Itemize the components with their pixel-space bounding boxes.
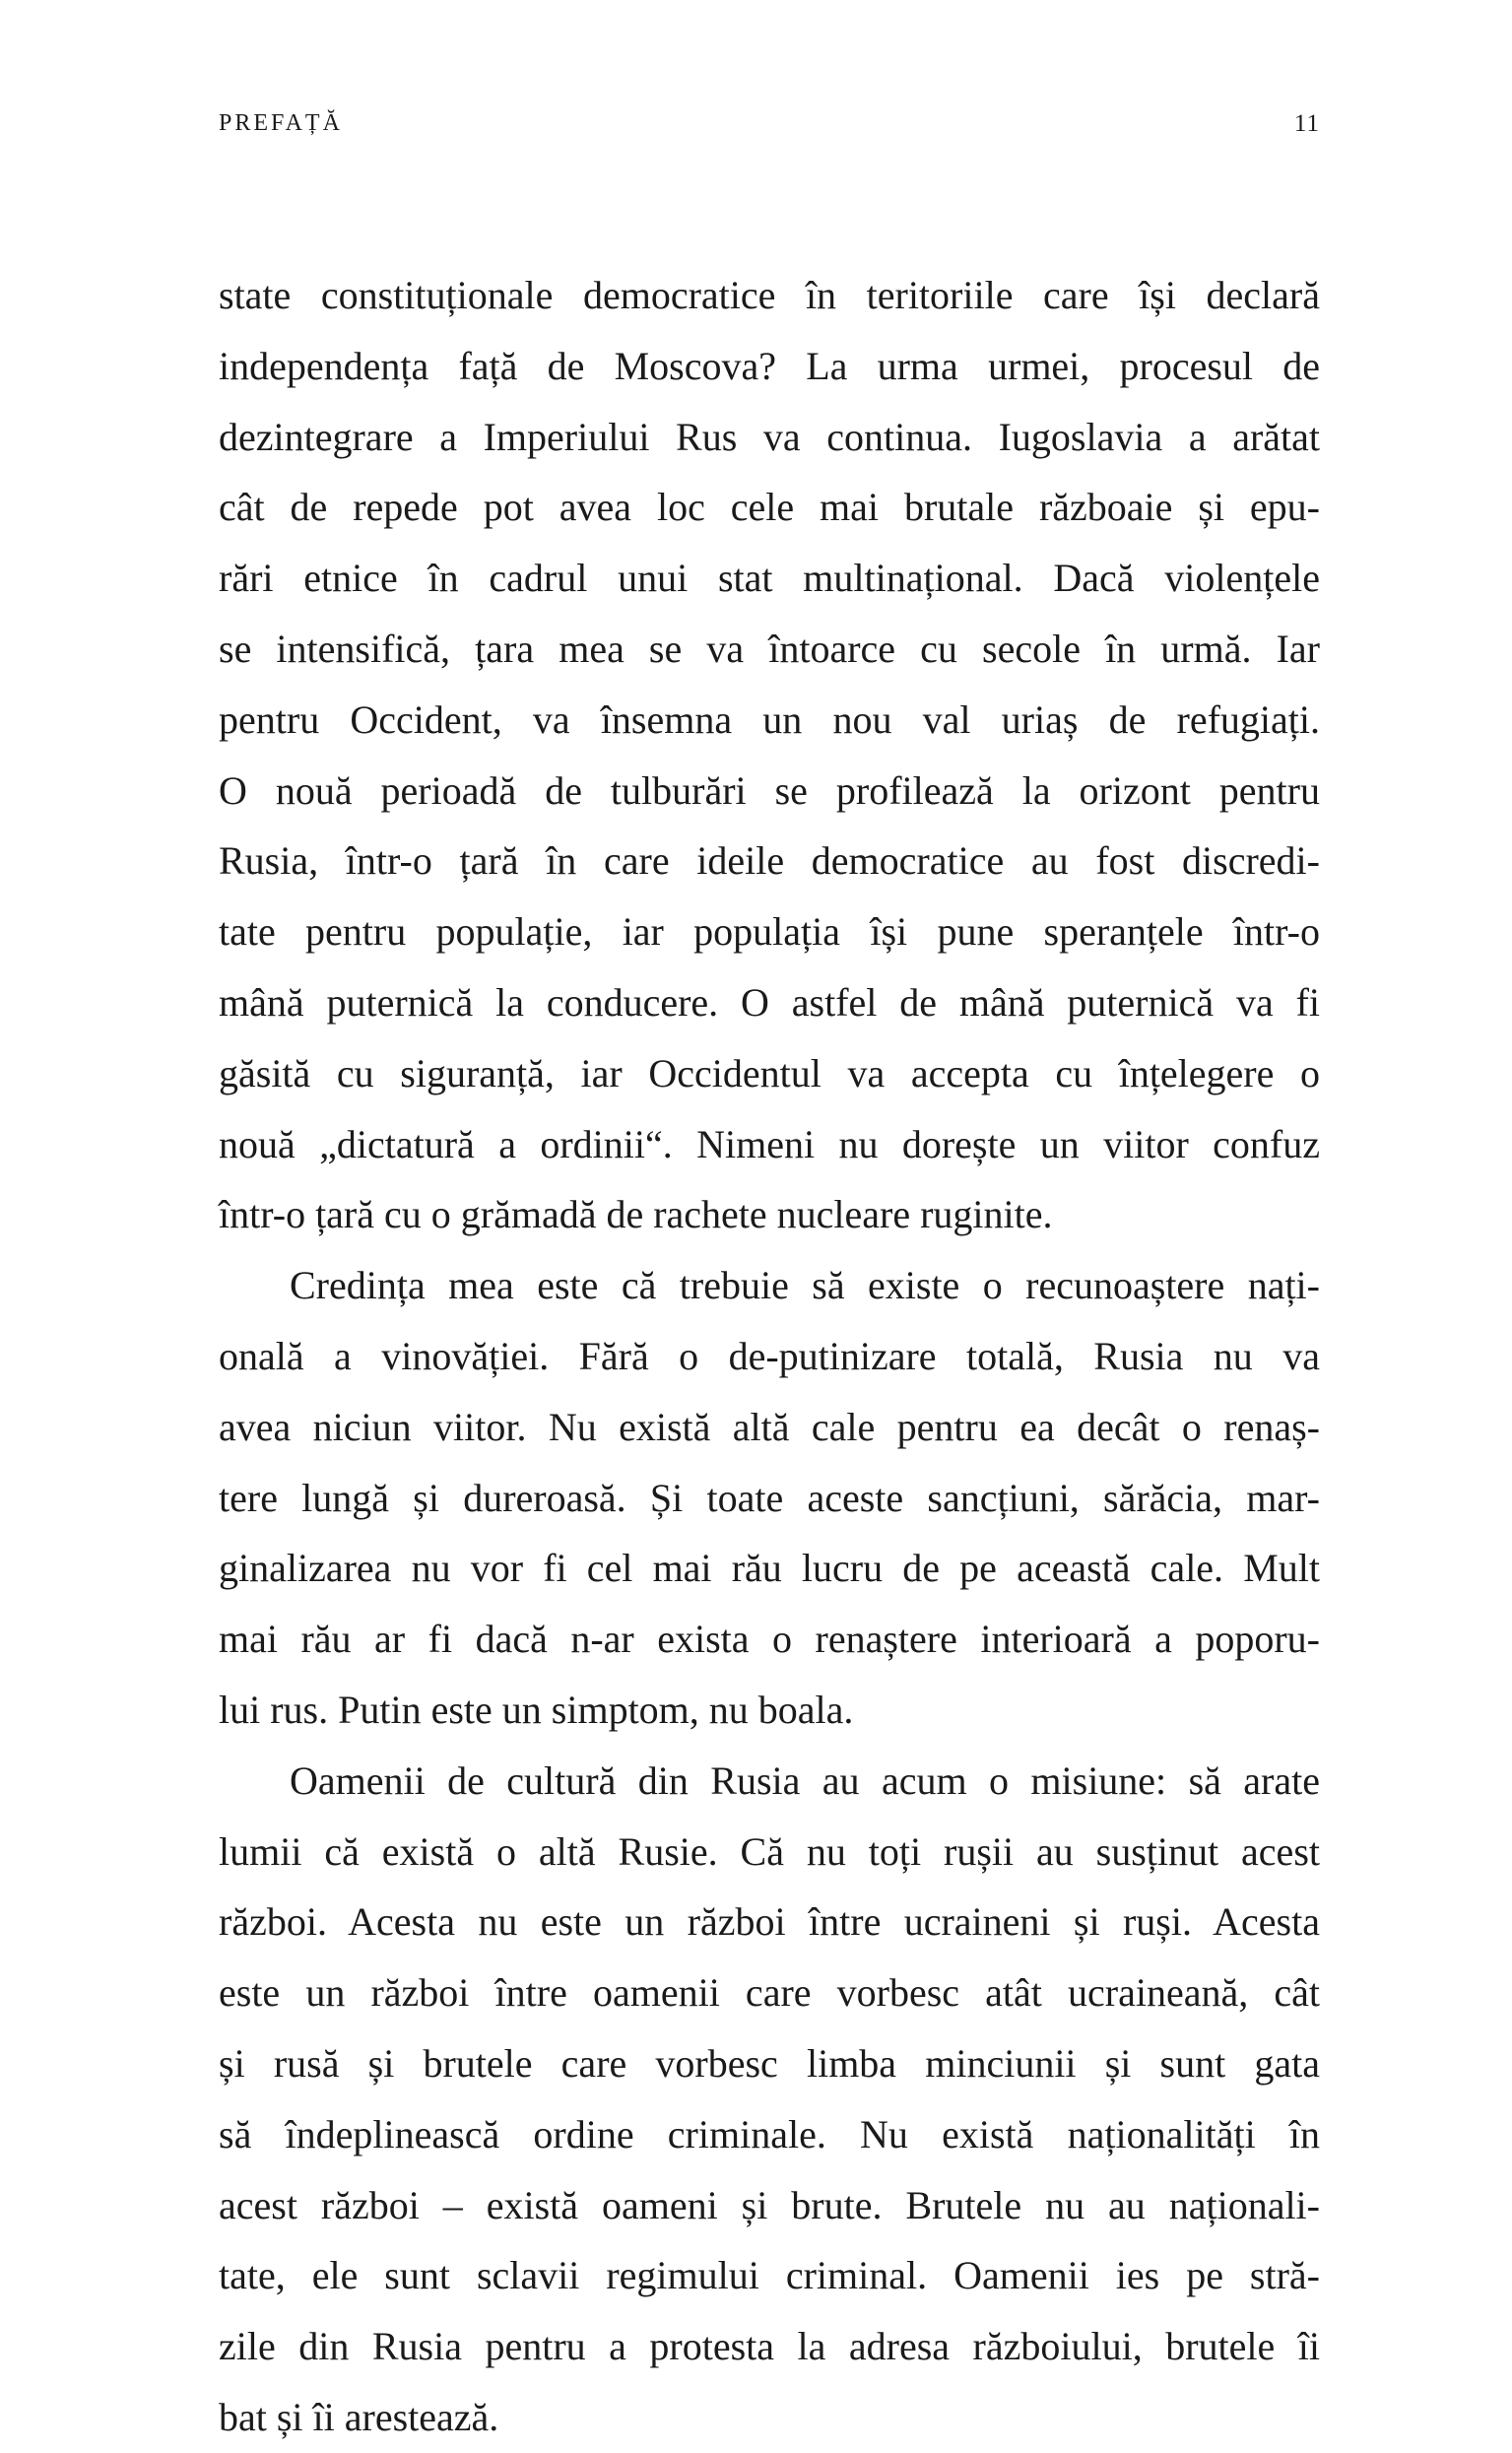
text-line <box>219 1746 1320 1817</box>
text-line-content: O nouă perioadă de tulburări se profilează la orizont pentru <box>219 767 1320 813</box>
text-line <box>219 1038 1320 1109</box>
text-line <box>219 826 1320 896</box>
text-line-content: onală a vinovăției. Fără o de-putinizare totală, Rusia nu va <box>219 1333 1320 1378</box>
text-line-content: lui rus. Putin este un simptom, nu boala. <box>219 1687 854 1732</box>
text-line-content: se intensifică, țara mea se va întoarce cu secole în urmă. Iar <box>219 626 1320 671</box>
text-line <box>219 331 1320 402</box>
text-line-content: război. Acesta nu este un război între ucraineni și ruși. Acesta <box>219 1899 1320 1945</box>
text-line <box>219 2240 1320 2311</box>
text-line <box>219 1675 1320 1746</box>
body-text <box>219 260 1320 2453</box>
text-line-content: rări etnice în cadrul unui stat multinațional. Dacă violențele <box>219 556 1320 601</box>
text-line-content: mai rău ar fi dacă n-ar exista o renaștere interioară a poporu- <box>219 1617 1320 1662</box>
text-line-content: tate pentru populație, iar populația își pune speranțele într-o <box>219 909 1320 955</box>
paragraph <box>219 1250 1320 1746</box>
text-line-content: Credința mea este că trebuie să existe o recunoaștere nați- <box>290 1263 1320 1308</box>
text-line-content: tere lungă și dureroasă. Și toate aceste sancțiuni, sărăcia, mar- <box>219 1475 1320 1520</box>
text-line <box>219 260 1320 331</box>
text-line <box>219 1250 1320 1321</box>
text-line-content: să îndeplinească ordine criminale. Nu există naționalități în <box>219 2111 1320 2156</box>
paragraph <box>219 260 1320 1250</box>
text-line-content: mână puternică la conducere. O astfel de mână puternică va fi <box>219 979 1320 1025</box>
text-line-content: tate, ele sunt sclavii regimului criminal. Oamenii ies pe stră- <box>219 2253 1320 2298</box>
text-line-content: acest război – există oameni și brute. Brutele nu au naționali- <box>219 2182 1320 2227</box>
text-line <box>219 1817 1320 1888</box>
text-line-content: state constituționale democratice în teritoriile care își declară <box>219 273 1320 317</box>
text-line-content: într-o țară cu o grămadă de rachete nucleare ruginite. <box>219 1192 1053 1237</box>
text-line <box>219 1533 1320 1604</box>
text-line <box>219 896 1320 967</box>
text-line <box>219 614 1320 685</box>
text-line-content: găsită cu siguranță, iar Occidentul va accepta cu înțelegere o <box>219 1050 1320 1095</box>
text-line-content: și rusă și brutele care vorbesc limba minciunii și sunt gata <box>219 2040 1320 2086</box>
text-line-content: nouă „dictatură a ordinii“. Nimeni nu dorește un viitor confuz <box>219 1121 1320 1166</box>
page-header <box>219 110 1320 150</box>
text-line <box>219 1392 1320 1463</box>
text-line-content: bat și îi arestează. <box>219 2394 499 2439</box>
text-line <box>219 1463 1320 1534</box>
text-line <box>219 2311 1320 2382</box>
text-line-content: Oamenii de cultură din Rusia au acum o misiune: să arate <box>290 1757 1320 1803</box>
text-line <box>219 472 1320 543</box>
text-line-content: independența față de Moscova? La urma urmei, procesul de <box>219 343 1320 388</box>
running-head: PREFAȚĂ <box>219 110 343 136</box>
text-line <box>219 1109 1320 1180</box>
text-line-content: pentru Occident, va însemna un nou val uriaș de refugiați. <box>219 696 1320 742</box>
text-line-content: zile din Rusia pentru a protesta la adresa războiului, brutele îi <box>219 2324 1320 2369</box>
text-line <box>219 685 1320 756</box>
text-line <box>219 1604 1320 1675</box>
text-line <box>219 1957 1320 2028</box>
text-line <box>219 1179 1320 1250</box>
text-line-content: ginalizarea nu vor fi cel mai rău lucru de pe această cale. Mult <box>219 1546 1320 1591</box>
text-line <box>219 2028 1320 2099</box>
text-line-content: Rusia, într-o țară în care ideile democratice au fost discredi- <box>219 838 1320 884</box>
text-line <box>219 1321 1320 1392</box>
text-line-content: este un război între oamenii care vorbesc atât ucraineană, cât <box>219 1970 1320 2016</box>
text-line <box>219 402 1320 473</box>
text-line <box>219 2170 1320 2241</box>
text-line <box>219 543 1320 614</box>
text-line-content: lumii că există o altă Rusie. Că nu toți rușii au susținut acest <box>219 1828 1320 1874</box>
text-line-content: avea niciun viitor. Nu există altă cale pentru ea decât o renaș- <box>219 1404 1320 1449</box>
text-line-content: dezintegrare a Imperiului Rus va continua. Iugoslavia a arătat <box>219 414 1320 459</box>
text-line <box>219 967 1320 1038</box>
page-number: 11 <box>1293 110 1320 137</box>
text-line <box>219 756 1320 827</box>
text-line <box>219 2382 1320 2453</box>
paragraph <box>219 1746 1320 2453</box>
text-line <box>219 1887 1320 1957</box>
text-line-content: cât de repede pot avea loc cele mai brutale războaie și epu- <box>219 485 1320 530</box>
text-line <box>219 2099 1320 2170</box>
